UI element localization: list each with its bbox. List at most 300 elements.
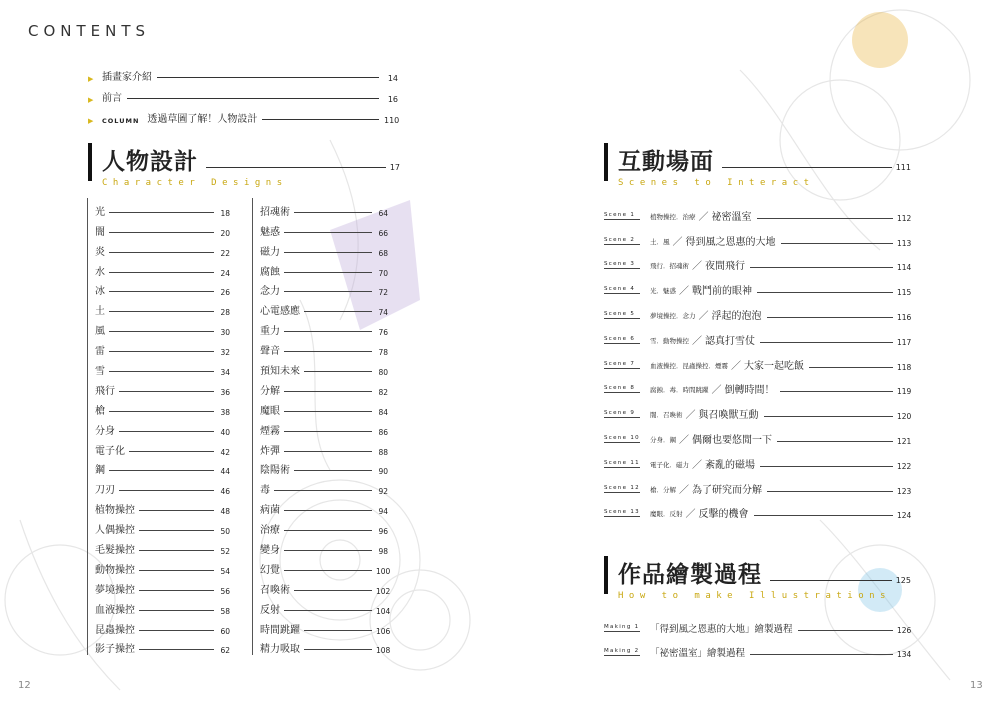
leader-line [760,342,893,343]
section-character-designs[interactable] [88,143,400,188]
entry-label: 心電感應 [260,306,300,318]
scene-title: 與召喚獸互動 [698,410,759,422]
entry-label: 昆蟲操控 [95,624,135,636]
toc-entry[interactable] [95,576,230,596]
scene-entry[interactable] [604,324,911,349]
leader-line [284,530,372,531]
toc-entry[interactable] [260,636,391,656]
entry-page: 28 [220,308,230,318]
scene-entry[interactable] [604,498,911,523]
entry-page: 44 [220,467,230,477]
leader-line [284,351,372,352]
entry-page: 78 [378,348,388,358]
leader-line [109,411,214,412]
section-title: 作品繪製過程 [618,561,762,588]
leader-line [109,212,214,213]
scene-title: 夜間飛行 [705,261,745,273]
entry-page: 117 [897,337,912,347]
entry-page: 22 [220,248,230,258]
entry-page: 94 [378,507,388,517]
scene-title: 反擊的機會 [698,509,749,521]
separator: ／ [685,410,696,422]
entry-page: 90 [378,467,388,477]
toc-entry[interactable] [88,62,398,83]
entry-label: 毒 [260,485,270,497]
toc-entry[interactable] [95,556,230,576]
entry-label: 雪 [95,366,105,378]
leader-line [780,391,894,392]
entry-label: 夢境操控 [95,584,135,596]
entry-page: 66 [378,228,388,238]
toc-entry[interactable] [95,218,230,238]
leader-line [109,371,214,372]
entry-page: 110 [384,116,400,125]
making-list [604,612,911,661]
leader-line [294,212,372,213]
scene-title: 認真打雪仗 [705,335,755,347]
leader-line [757,292,893,293]
entry-page: 86 [378,427,388,437]
leader-line [304,630,372,631]
toc-entry[interactable] [260,516,388,536]
entry-label: 重力 [260,326,280,338]
leader-line [304,371,372,372]
making-tag: Making 2 [604,648,640,654]
scene-abilities: 土．風 [650,237,670,246]
entry-page: 122 [897,461,912,471]
leader-line [284,391,372,392]
entry-label: 動物操控 [95,564,135,576]
toc-entry[interactable] [95,457,230,477]
entry-label: 鋼 [95,465,105,477]
leader-line [109,252,214,253]
entry-label: 水 [95,266,105,278]
entry-page: 124 [897,511,912,521]
leader-line [304,311,372,312]
leader-line [284,291,372,292]
toc-entry[interactable] [260,536,388,556]
toc-entry[interactable] [95,437,230,457]
scene-tag: Scene 8 [604,385,640,393]
scene-entry[interactable] [604,274,911,299]
toc-entry[interactable] [260,337,388,357]
leader-line [119,490,214,491]
entry-page: 26 [220,288,230,298]
entry-label: 時間跳躍 [260,624,300,636]
separator: ／ [692,335,702,347]
toc-entry[interactable] [260,437,388,457]
entry-page: 68 [378,248,388,258]
toc-entry[interactable] [260,496,388,516]
leader-line [767,317,894,318]
entry-label: 念力 [260,286,280,298]
toc-entry[interactable] [260,258,388,278]
toc-entry[interactable] [260,377,388,397]
separator: ／ [685,509,696,521]
entry-label: 反射 [260,604,280,616]
leader-line [274,490,372,491]
entry-label: 治療 [260,525,280,537]
toc-entry[interactable] [260,218,388,238]
entry-page: 115 [897,288,912,298]
section-subtitle: How to make Illustrations [618,591,891,601]
toc-entry[interactable] [260,556,391,576]
toc-entry[interactable] [95,238,230,258]
scene-entry[interactable] [604,423,911,448]
entry-page: 30 [220,328,230,338]
entry-page: 114 [897,263,912,273]
toc-entry[interactable] [95,258,230,278]
scene-tag: Scene 5 [604,311,640,319]
entry-page: 84 [378,407,388,417]
making-entry[interactable] [604,612,911,637]
entry-page: 134 [897,650,912,659]
scene-entry[interactable] [604,398,911,423]
leader-line [109,331,214,332]
entry-label: 前言 [102,93,122,104]
separator: ／ [731,360,741,372]
entry-page: 56 [220,586,230,596]
entry-label: 陰陽術 [260,465,290,477]
leader-line [750,654,893,655]
entry-page: 121 [897,436,912,446]
section-subtitle: Character Designs [102,178,288,188]
leader-line [206,167,386,168]
entry-label: 光 [95,206,105,218]
leader-line [139,630,214,631]
leader-line [760,466,893,467]
leader-line [777,441,893,442]
scene-abilities: 槍．分解 [650,485,676,494]
scene-title: 祕密溫室 [711,211,752,223]
making-title: 「祕密溫室」繪製過程 [650,648,746,659]
toc-entry[interactable] [260,278,388,298]
entry-page: 119 [897,387,912,397]
toc-entry[interactable] [260,238,388,258]
separator: ／ [698,211,709,223]
page-number-left: 12 [18,680,31,691]
toc-entry[interactable] [95,198,230,218]
entry-label: 魔眼 [260,405,280,417]
entry-page: 54 [220,566,230,576]
scene-entry[interactable] [604,225,911,250]
entry-page: 62 [220,646,230,656]
leader-line [139,510,214,511]
entry-label: 煙霧 [260,425,280,437]
scene-entry[interactable] [604,374,911,399]
toc-entry[interactable] [95,278,230,298]
entry-page: 64 [378,208,388,218]
toc-entry[interactable] [95,636,230,656]
entry-page: 34 [220,368,230,378]
entry-page: 123 [897,486,912,496]
leader-line [284,232,372,233]
leader-line [770,580,892,581]
scene-abilities: 闇．召喚術 [650,411,683,420]
entry-page: 42 [220,447,230,457]
entry-page: 40 [220,427,230,437]
leader-line [757,218,894,219]
making-tag: Making 1 [604,623,640,630]
character-list [87,198,391,656]
scene-tag: Scene 6 [604,336,640,344]
entry-label: 插畫家介紹 [102,72,152,83]
arrow-icon: ▶ [88,75,94,83]
column-tag: COLUMN [102,117,140,125]
leader-line [157,77,379,78]
toc-entry[interactable] [95,476,230,496]
scene-tag: Scene 9 [604,410,640,418]
entry-label: 炸彈 [260,445,280,457]
scene-list [604,200,911,522]
entry-label: 召喚術 [260,584,290,596]
leader-line [284,252,372,253]
entry-label: 磁力 [260,246,280,258]
scene-entry[interactable] [604,299,911,324]
toc-entry[interactable] [95,596,230,616]
entry-label: 影子操控 [95,644,135,656]
scene-tag: Scene 7 [604,361,640,369]
entry-label: 刀刃 [95,485,115,497]
scene-entry[interactable] [604,448,911,473]
leader-line [127,98,379,99]
leader-line [284,272,372,273]
separator: ／ [698,310,709,322]
scene-title: 偶爾也要悠閒一下 [692,434,772,446]
leader-line [809,367,893,368]
toc-entry[interactable] [95,357,230,377]
entry-label: 電子化 [95,445,125,457]
entry-label: 炎 [95,246,105,258]
scene-abilities: 夢境操控．念力 [650,311,696,320]
section-page: 111 [895,163,911,172]
entry-label: 血液操控 [95,604,135,616]
leader-line [764,416,894,417]
entry-page: 60 [220,626,230,636]
leader-line [284,510,372,511]
toc-entry[interactable] [95,297,230,317]
scene-tag: Scene 11 [604,459,640,466]
scene-abilities: 血液操控．昆蟲操控．煙霧 [650,361,728,370]
arrow-icon: ▶ [88,117,94,125]
entry-page: 116 [897,312,912,322]
entry-page: 92 [378,487,388,497]
scene-tag: Scene 10 [604,434,640,441]
section-title: 人物設計 [102,148,198,175]
entry-label: 冰 [95,286,105,298]
leader-line [109,291,214,292]
toc-entry[interactable] [95,377,230,397]
leader-line [139,550,214,551]
scene-abilities: 分身．鋼 [650,435,676,444]
making-entry[interactable] [604,637,911,662]
leader-line [139,590,214,591]
leader-line [284,570,372,571]
entry-page: 80 [378,368,388,378]
scene-abilities: 飛行．招魂術 [650,262,689,271]
toc-entry[interactable] [95,496,230,516]
entry-label: 分解 [260,385,280,397]
section-title: 互動場面 [618,148,714,175]
scene-tag: Scene 1 [604,212,640,220]
scene-entry[interactable] [604,349,911,374]
entry-page: 126 [897,625,912,635]
entry-label: 飛行 [95,385,115,397]
entry-label: 變身 [260,545,280,557]
leader-line [119,391,214,392]
leader-line [109,311,214,312]
toc-entry[interactable] [260,596,391,616]
toc-entry[interactable] [95,397,230,417]
entry-label: 人偶操控 [95,525,135,537]
entry-page: 16 [387,95,398,104]
entry-page: 104 [376,606,391,616]
entry-page: 18 [220,208,230,218]
entry-page: 118 [897,362,912,372]
leader-line [139,649,214,650]
leader-line [294,470,372,471]
scene-abilities: 雪．動物操控 [650,336,689,345]
scene-entry[interactable] [604,250,911,275]
leader-line [722,167,892,168]
toc-entry[interactable] [95,417,230,437]
leader-line [119,431,214,432]
character-column-2 [252,198,391,656]
section-bar [604,143,608,181]
leader-line [139,570,214,571]
scene-tag: Scene 2 [604,237,640,245]
leader-line [294,590,372,591]
page-number-right: 13 [970,680,983,691]
leader-line [754,515,894,516]
entry-label: 雷 [95,346,105,358]
entry-page: 120 [897,412,912,422]
scene-abilities: 腐蝕．毒．時間跳躍 [650,386,709,395]
entry-page: 102 [376,586,391,596]
scene-tag: Scene 13 [604,509,640,516]
toc-entry[interactable] [260,317,388,337]
entry-label: 分身 [95,425,115,437]
leader-line [109,470,214,471]
scene-tag: Scene 3 [604,261,640,269]
entry-label: 病菌 [260,505,280,517]
leader-line [798,630,893,631]
toc-entry[interactable] [95,516,230,536]
entry-label: 闇 [95,226,105,238]
toc-entry[interactable] [260,616,391,636]
entry-label: 幻覺 [260,564,280,576]
entry-page: 88 [378,447,388,457]
toc-entry[interactable] [95,317,230,337]
toc-entry[interactable] [260,476,388,496]
scene-title: 倒轉時間！ [724,385,775,397]
separator: ／ [692,459,702,471]
leader-line [284,550,372,551]
entry-label: 土 [95,306,105,318]
scene-abilities: 電子化．磁力 [650,460,689,469]
entry-label: 槍 [95,405,105,417]
section-scenes-to-interact[interactable] [604,143,911,188]
entry-label: 植物操控 [95,505,135,517]
entry-label: 魅惑 [260,226,280,238]
entry-label: 毛髮操控 [95,545,135,557]
scene-tag: Scene 4 [604,286,640,294]
entry-page: 38 [220,407,230,417]
separator: ／ [672,236,683,248]
toc-entry[interactable] [260,457,388,477]
section-bar [88,143,92,181]
section-bar [604,556,608,594]
entry-page: 106 [376,626,391,636]
leader-line [139,610,214,611]
toc-entry[interactable] [88,104,398,125]
entry-page: 98 [378,547,388,557]
toc-entry[interactable] [260,576,391,596]
entry-label: 招魂術 [260,206,290,218]
entry-page: 20 [220,228,230,238]
section-page: 125 [895,576,911,585]
scene-title: 大家一起吃飯 [744,360,804,372]
toc-entry[interactable] [95,337,230,357]
scene-entry[interactable] [604,200,911,225]
toc-entry[interactable] [260,198,388,218]
separator: ／ [679,484,689,496]
entry-page: 48 [220,507,230,517]
toc-entry[interactable] [95,616,230,636]
entry-page: 113 [897,238,912,248]
leader-line [109,232,214,233]
making-title: 「得到風之恩惠的大地」繪製過程 [650,623,793,635]
entry-page: 72 [378,288,388,298]
entry-label: 聲音 [260,346,280,358]
leader-line [109,351,214,352]
scene-abilities: 魔眼．反射 [650,510,683,519]
toc-entry[interactable] [95,536,230,556]
scene-title: 紊亂的磁場 [705,459,755,471]
toc-entry[interactable] [260,417,388,437]
intro-list [88,62,398,125]
entry-label: 風 [95,326,105,338]
leader-line [109,272,214,273]
entry-label: 腐蝕 [260,266,280,278]
entry-page: 112 [897,213,912,223]
entry-page: 58 [220,606,230,616]
toc-entry[interactable] [260,297,388,317]
toc-entry[interactable] [260,397,388,417]
arrow-icon: ▶ [88,96,94,104]
leader-line [284,331,372,332]
leader-line [284,411,372,412]
character-column-1 [87,198,230,655]
toc-entry[interactable] [260,357,388,377]
leader-line [129,451,214,452]
toc-entry[interactable] [88,83,398,104]
leader-line [781,243,894,244]
leader-line [767,491,893,492]
scene-entry[interactable] [604,473,911,498]
entry-page: 74 [378,308,388,318]
entry-page: 76 [378,328,388,338]
entry-label: 透過草圖了解！人物設計 [147,114,258,125]
entry-page: 82 [378,387,388,397]
entry-page: 52 [220,547,230,557]
section-how-to-make-illustrations[interactable] [604,556,911,601]
scene-title: 浮起的泡泡 [711,310,762,322]
leader-line [284,610,372,611]
section-page: 17 [389,163,400,172]
scene-title: 得到風之恩惠的大地 [685,236,776,248]
leader-line [139,530,214,531]
